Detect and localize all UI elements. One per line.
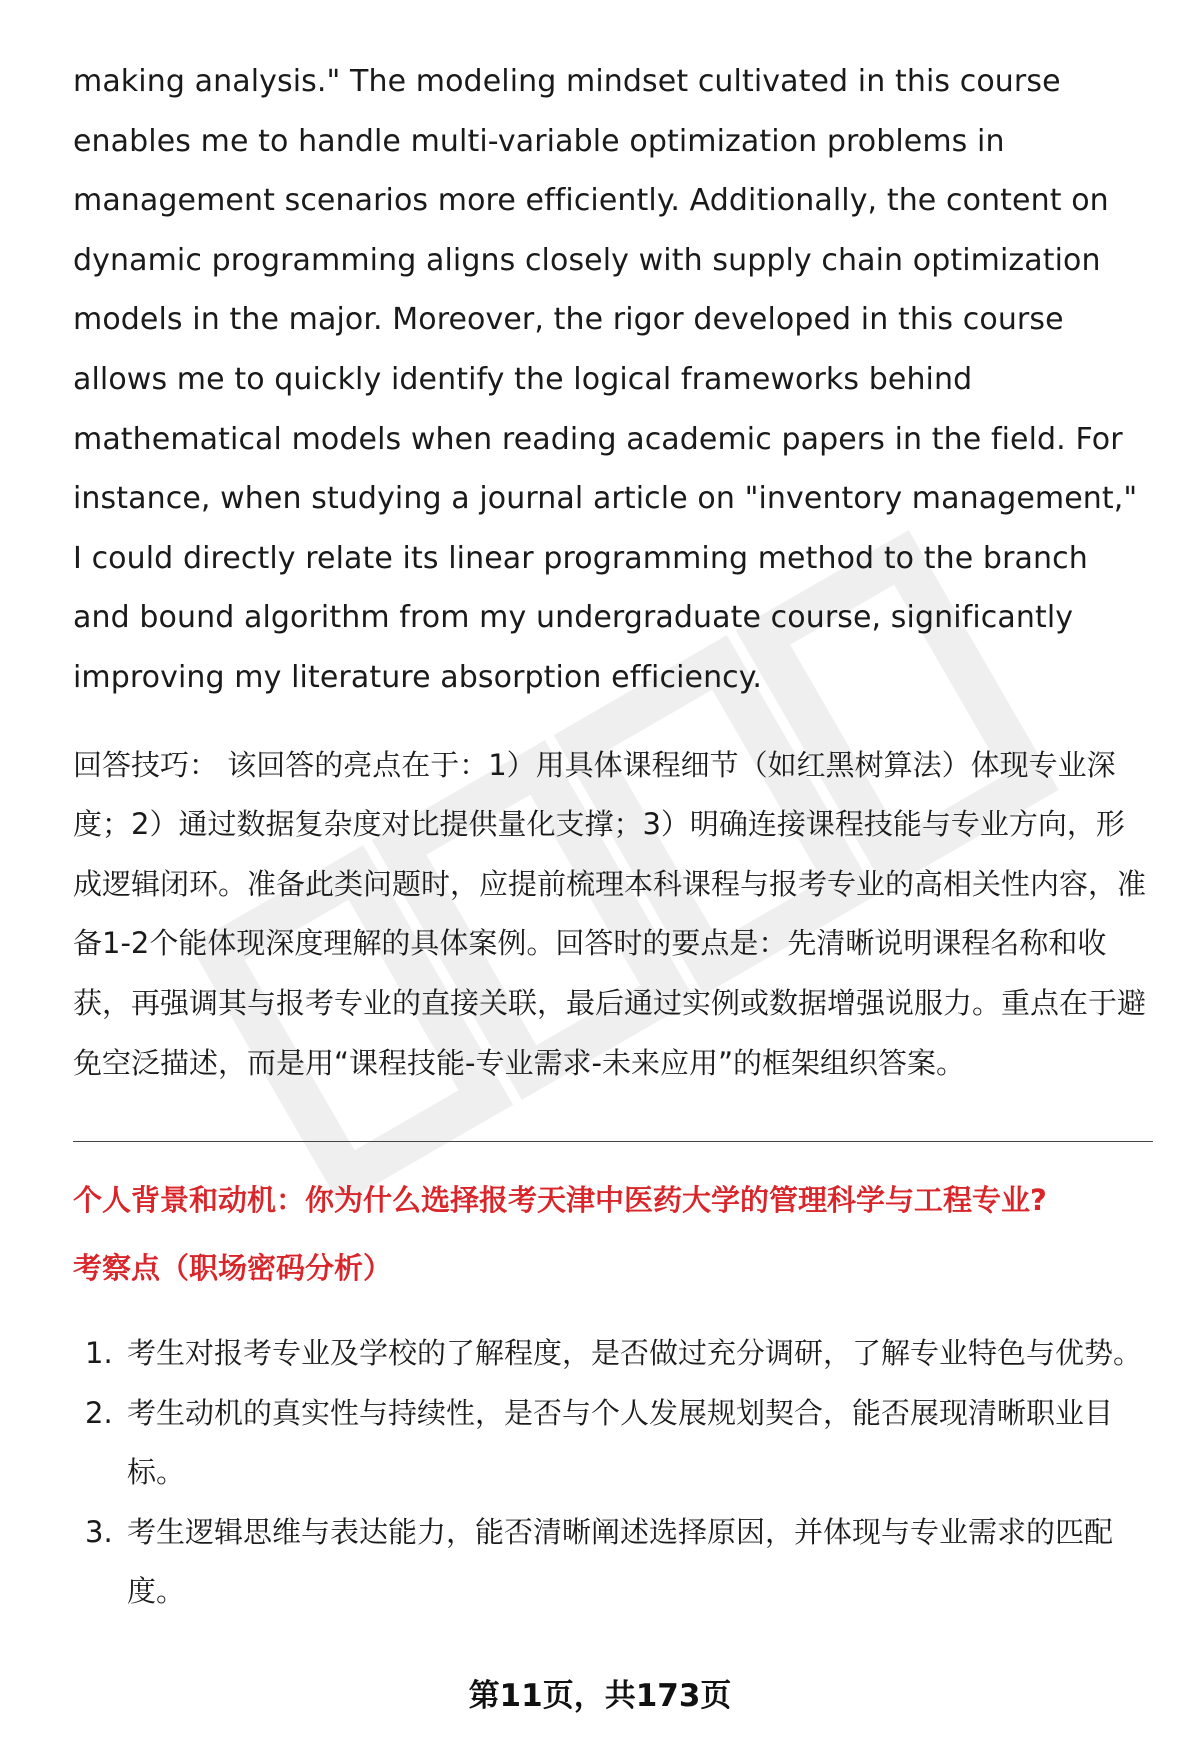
assessment-points-list (73, 1324, 1153, 1622)
section-divider (73, 1141, 1153, 1142)
list-item (73, 1384, 1153, 1503)
list-item-text: 考生对报考专业及学校的了解程度，是否做过充分调研，了解专业特色与优势。 (127, 1336, 1143, 1371)
question-title: 个人背景和动机：你为什么选择报考天津中医药大学的管理科学与工程专业? (73, 1183, 1047, 1218)
list-item-number: 1. (85, 1336, 113, 1371)
list-item-number: 3. (85, 1514, 113, 1549)
answer-tips: 回答技巧： 该回答的亮点在于：1）用具体课程细节（如红黑树算法）体现专业深度；2）通过数据复杂度对比提供量化支撑；3）明确连接课程技能与专业方向，形成逻辑闭环。准备此类问题时，应提前梳理本科课程与报考专业的高相关性内容，准备1-2个能体现深度理解的具体案例。回答时的要点是：先清晰说明课程名称和收获，再强调其与报考专业的直接关联，最后通过实例或数据增强说服力。重点在于避免空泛描述，而是用“课程技能-专业需求-未来应用”的框架组织答案。 (73, 747, 1147, 1080)
list-item (73, 1503, 1153, 1622)
page-footer: 第11页，共173页 (468, 1678, 732, 1714)
english-paragraph: making analysis." The modeling mindset cultivated in this course enables me to handle multi-variable optimization problems in management scenarios more efficiently. Additionally, the content on dynamic programming aligns closely with supply chain optimization models in the major. Moreover, the rigor developed in this course allows me to quickly identify the logical frameworks behind mathematical models when reading academic papers in the field. For instance, when studying a journal article on "inventory management," I could directly relate its linear programming method to the branch and bound algorithm from my undergraduate course, significantly improving my literature absorption efficiency. (73, 64, 1138, 695)
question-subtitle: 考察点（职场密码分析） (73, 1251, 393, 1286)
list-item-number: 2. (85, 1395, 113, 1430)
list-item-text: 考生动机的真实性与持续性，是否与个人发展规划契合，能否展现清晰职业目标。 (127, 1395, 1114, 1490)
list-item-text: 考生逻辑思维与表达能力，能否清晰阐述选择原因，并体现与专业需求的匹配度。 (127, 1514, 1114, 1609)
list-item (73, 1324, 1153, 1384)
document-page (73, 52, 1153, 1622)
